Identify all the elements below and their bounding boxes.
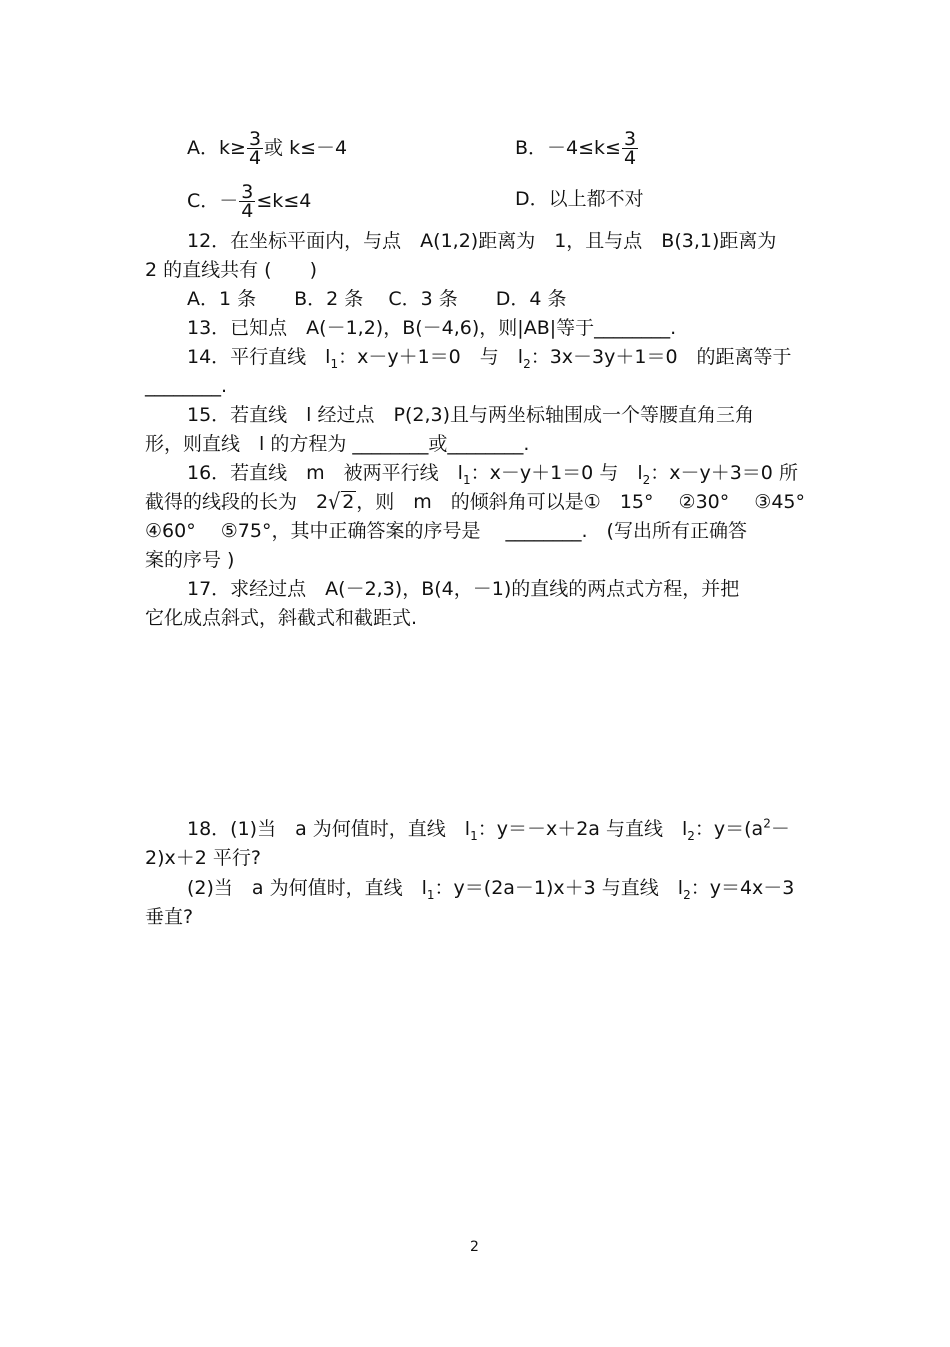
q15-line-1: 15．若直线 l 经过点 P(2,3)且与两坐标轴围成一个等腰直角三角 xyxy=(187,404,754,426)
fraction-numerator: 3 xyxy=(623,128,637,150)
q16-line-2 xyxy=(145,490,805,514)
subscript: 2 xyxy=(642,472,651,487)
text-segment: ，则 m 的倾斜角可以是① 15° ②30° ③45° xyxy=(356,491,806,513)
fraction-numerator: 3 xyxy=(248,128,262,150)
option-label: B． xyxy=(515,137,548,159)
option-text: 或 k≤－4 xyxy=(264,137,348,159)
text-segment: 16．若直线 m 被两平行线 l xyxy=(187,462,463,484)
subscript: 1 xyxy=(462,472,471,487)
subscript: 1 xyxy=(330,356,339,371)
text-segment: ：3x－3y＋1＝0 的距离等于 xyxy=(530,346,792,368)
q12-options: A．1 条 B．2 条 C．3 条 D．4 条 xyxy=(187,288,567,310)
q13-text: 13．已知点 A(－1,2)，B(－4,6)，则|AB|等于________. xyxy=(187,317,677,339)
text-segment: ：y＝4x－3 xyxy=(690,877,795,899)
option-text: 以上都不对 xyxy=(548,188,644,210)
q18-line-4: 垂直? xyxy=(145,906,194,928)
subscript: 2 xyxy=(687,828,695,843)
q11-option-b xyxy=(515,130,639,167)
text-segment: 截得的线段的长为 2 xyxy=(145,491,329,513)
option-text: ≤k≤4 xyxy=(256,190,312,212)
q11-option-c xyxy=(187,183,311,220)
text-segment: 18．(1)当 a 为何值时，直线 l xyxy=(187,818,471,840)
text-segment: ：y＝(a xyxy=(694,818,764,840)
q12-line-1: 12．在坐标平面内，与点 A(1,2)距离为 1，且与点 B(3,1)距离为 xyxy=(187,230,777,252)
subscript: 2 xyxy=(523,356,531,371)
radical-sign: √ xyxy=(328,489,341,515)
superscript: 2 xyxy=(763,816,771,831)
option-label: C． xyxy=(187,190,220,212)
fraction xyxy=(247,130,263,167)
q18-line-3 xyxy=(187,876,794,900)
q17-line-1: 17．求经过点 A(－2,3)，B(4，－1)的直线的两点式方程，并把 xyxy=(187,578,740,600)
page-number: 2 xyxy=(470,1239,479,1255)
text-segment: ：x－y＋3＝0 所 xyxy=(650,462,798,484)
option-text: － xyxy=(219,190,239,212)
fraction-denominator: 4 xyxy=(248,147,262,169)
q12-line-2: 2 的直线共有 ( ) xyxy=(145,259,317,281)
text-segment: 14．平行直线 l xyxy=(187,346,331,368)
subscript: 2 xyxy=(683,887,691,902)
q11-option-d xyxy=(515,187,644,211)
fraction xyxy=(239,183,255,220)
text-segment: ：y＝(2a－1)x＋3 与直线 l xyxy=(434,877,684,899)
q14-line-2: ________. xyxy=(145,375,228,397)
subscript: 1 xyxy=(426,887,435,902)
fraction-numerator: 3 xyxy=(241,181,254,203)
text-segment: (2)当 a 为何值时，直线 l xyxy=(187,877,427,899)
q14-line-1 xyxy=(187,345,792,369)
option-text: －4≤k≤ xyxy=(547,137,621,159)
q18-line-1 xyxy=(187,817,790,841)
subscript: 1 xyxy=(470,828,478,843)
q16-line-4: 案的序号 ) xyxy=(145,549,235,571)
fraction xyxy=(622,130,638,167)
radicand: 2 xyxy=(342,491,355,513)
fraction-denominator: 4 xyxy=(241,200,254,222)
q17-line-2: 它化成点斜式，斜截式和截距式. xyxy=(145,607,418,629)
option-text: k≥ xyxy=(219,137,246,159)
option-label: A． xyxy=(187,137,219,159)
option-label: D． xyxy=(515,188,549,210)
text-segment: ：x－y＋1＝0 与 l xyxy=(470,462,643,484)
fraction-denominator: 4 xyxy=(623,147,637,169)
text-segment: ：x－y＋1＝0 与 l xyxy=(338,346,524,368)
q11-option-a xyxy=(187,130,347,167)
q16-line-3: ④60° ⑤75°，其中正确答案的序号是 ________. (写出所有正确答 xyxy=(145,520,747,542)
q15-line-2: 形，则直线 l 的方程为 ________或________. xyxy=(145,433,530,455)
q18-line-2: 2)x＋2 平行? xyxy=(145,847,261,869)
q16-line-1 xyxy=(187,461,798,485)
text-segment: － xyxy=(770,818,790,840)
text-segment: ：y＝－x＋2a 与直线 l xyxy=(477,818,688,840)
